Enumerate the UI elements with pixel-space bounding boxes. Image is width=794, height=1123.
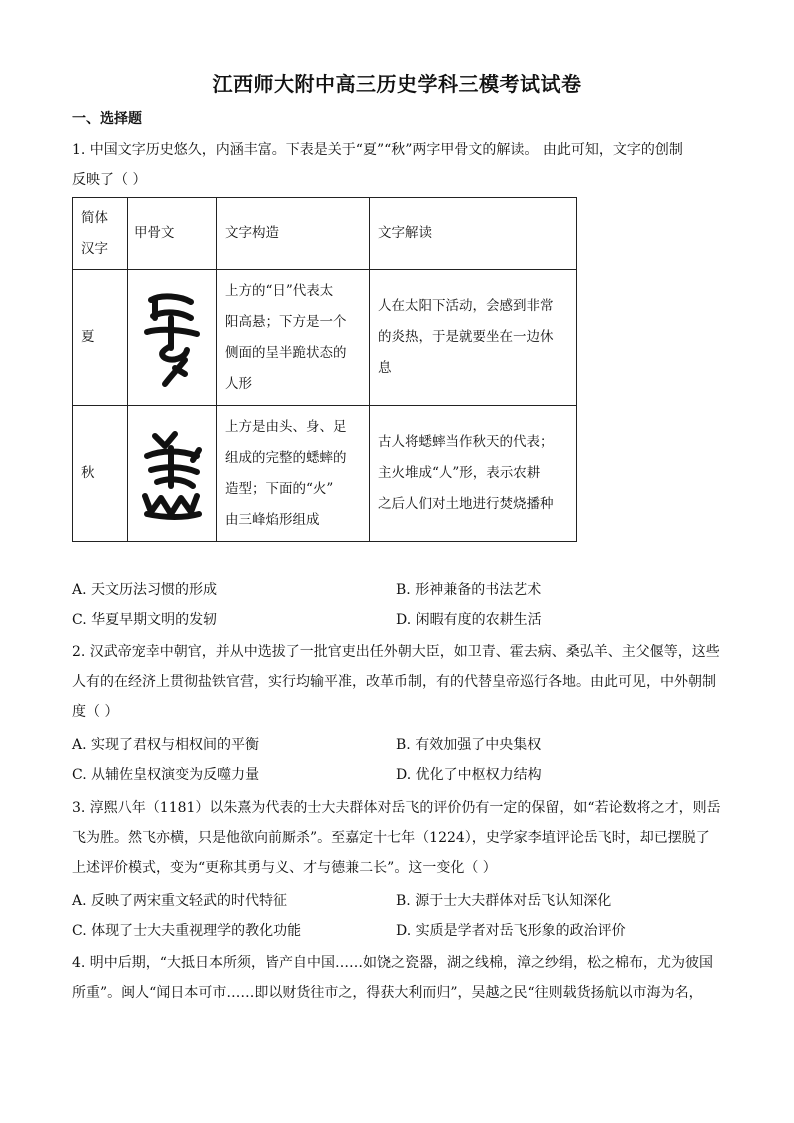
q3-stem-line: 飞为胜。然飞亦横，只是他欲向前厮杀”。至嘉定十七年（1224），史学家李埴评论岳飞时，却已摆脱了 — [72, 830, 710, 846]
oracle-qiu-image — [137, 426, 207, 522]
q1-stem — [72, 135, 722, 195]
q1-table — [72, 197, 577, 542]
q4-stem-line: 4. 明中后期，“大抵日本所须，皆产自中国……如饶之瓷器，湖之线棉，漳之纱绢，松之棉布，尤为彼国 — [72, 955, 713, 971]
q1-option-c[interactable]: C. 华夏早期文明的发轫 — [72, 612, 218, 628]
q2-option-d[interactable]: D. 优化了中枢权力结构 — [396, 767, 542, 783]
structure-xia: 上方的“日”代表太 阳高悬；下方是一个 侧面的呈半跪状态的 人形 — [217, 270, 370, 406]
q1-option-d[interactable]: D. 闲暇有度的农耕生活 — [396, 612, 542, 628]
oracle-glyph-qiu — [128, 406, 217, 542]
interpretation-qiu: 古人将蟋蟀当作秋天的代表； 主火堆成“人”形，表示农耕 之后人们对土地进行焚烧播种 — [370, 406, 577, 542]
q1-stem-line: 反映了（ ） — [72, 172, 147, 188]
q2-stem-line: 度（ ） — [72, 704, 119, 720]
q2-stem-line: 人有的在经济上贯彻盐铁官营，实行均输平准，改革币制，有的代替皇帝巡行各地。由此可见，中外朝制 — [72, 674, 716, 690]
interpretation-xia: 人在太阳下活动，会感到非常 的炎热，于是就要坐在一边休 息 — [370, 270, 577, 406]
char-xia: 夏 — [73, 270, 128, 406]
section-heading: 一、选择题 — [72, 111, 142, 127]
q3-stem — [72, 793, 722, 883]
header-structure: 文字构造 — [217, 198, 370, 270]
oracle-glyph-xia — [128, 270, 217, 406]
header-oracle: 甲骨文 — [128, 198, 217, 270]
char-qiu: 秋 — [73, 406, 128, 542]
oracle-xia-image — [141, 288, 203, 388]
q1-stem-line: 1. 中国文字历史悠久，内涵丰富。下表是关于“夏”“秋”两字甲骨文的解读。 由此可知，文字的创制 — [72, 142, 683, 158]
q3-option-a[interactable]: A. 反映了两宋重文轻武的时代特征 — [72, 893, 288, 909]
q2-option-a[interactable]: A. 实现了君权与相权间的平衡 — [72, 737, 260, 753]
q2-stem-line: 2. 汉武帝宠幸中朝官，并从中选拔了一批官吏出任外朝大臣，如卫青、霍去病、桑弘羊、主父偃等，这些 — [72, 644, 720, 660]
q4-stem — [72, 948, 722, 1008]
q4-stem-line: 所重”。闽人“闻日本可市……即以财货往市之，得获大利而归”，吴越之民“往则载货扬航以市海为名， — [72, 985, 703, 1001]
q1-option-b[interactable]: B. 形神兼备的书法艺术 — [396, 582, 542, 598]
table-row — [73, 270, 577, 406]
q2-option-b[interactable]: B. 有效加强了中央集权 — [396, 737, 542, 753]
q3-option-b[interactable]: B. 源于士大夫群体对岳飞认知深化 — [396, 893, 612, 909]
q3-stem-line: 3. 淳熙八年（1181）以朱熹为代表的士大夫群体对岳飞的评价仍有一定的保留，如“若论数将之才，则岳 — [72, 800, 721, 816]
exam-title: 江西师大附中高三历史学科三模考试试卷 — [212, 72, 582, 96]
table-header-row — [73, 198, 577, 270]
q2-stem — [72, 637, 722, 727]
structure-qiu: 上方是由头、身、足 组成的完整的蟋蟀的 造型；下面的“火” 由三峰焰形组成 — [217, 406, 370, 542]
header-simplified: 简体 汉字 — [73, 198, 128, 270]
q2-option-c[interactable]: C. 从辅佐皇权演变为反噬力量 — [72, 767, 260, 783]
q1-option-a[interactable]: A. 天文历法习惯的形成 — [72, 582, 218, 598]
table-row — [73, 406, 577, 542]
q3-option-d[interactable]: D. 实质是学者对岳飞形象的政治评价 — [396, 923, 626, 939]
q3-option-c[interactable]: C. 体现了士大夫重视理学的教化功能 — [72, 923, 302, 939]
header-interpretation: 文字解读 — [370, 198, 577, 270]
q3-stem-line: 上述评价模式，变为“更称其勇与义、才与德兼二长”。这一变化（ ） — [72, 860, 497, 876]
